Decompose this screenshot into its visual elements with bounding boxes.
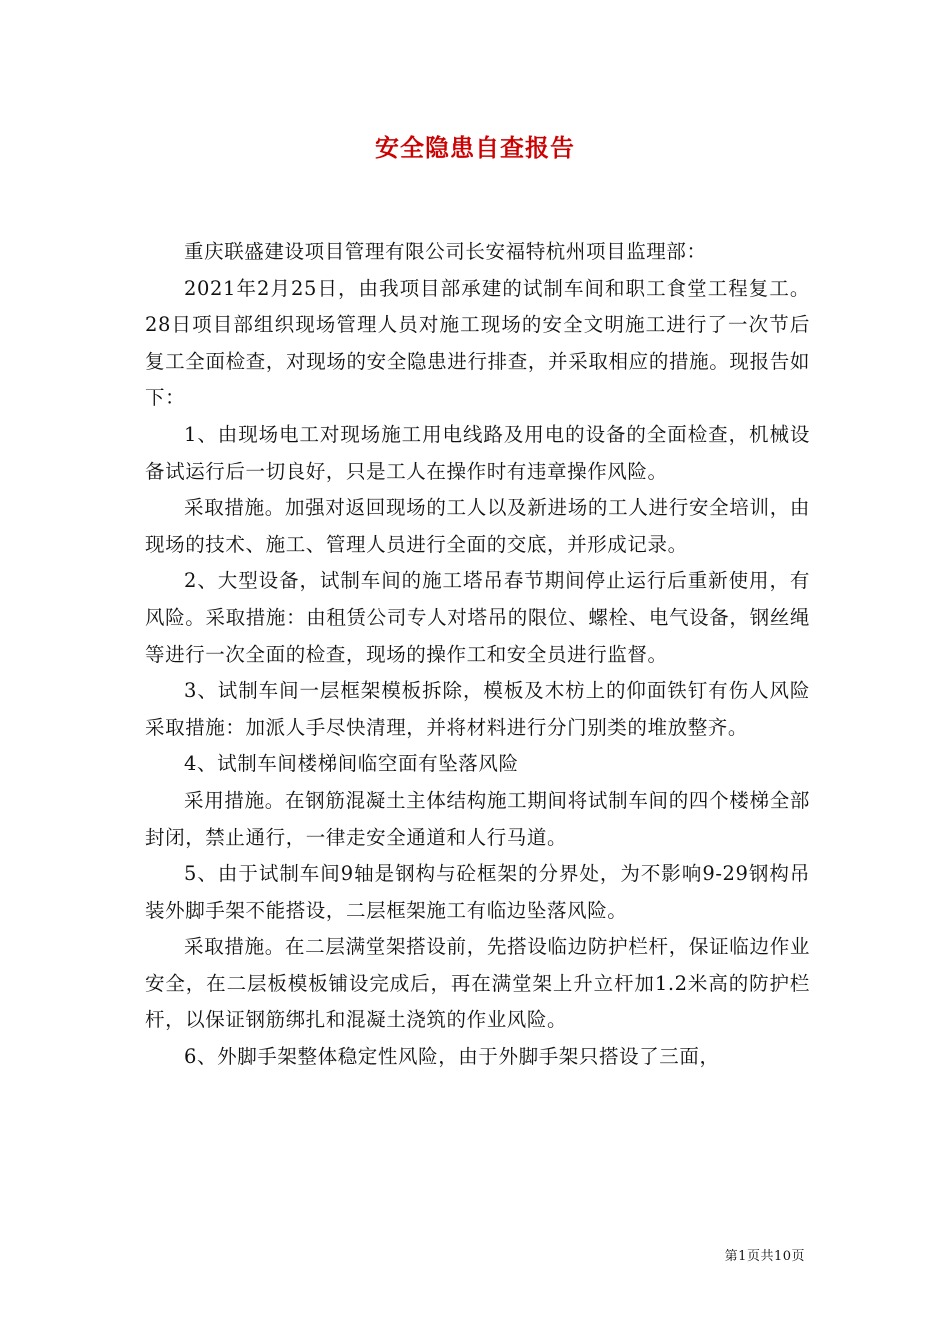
page-title: 安全隐患自查报告	[375, 133, 575, 162]
paragraph-measure-5: 采取措施。在二层满堂架搭设前，先搭设临边防护栏杆，保证临边作业安全，在二层板模板铺设完成后，再在满堂架上升立杆加1.2米高的防护栏杆，以保证钢筋绑扎和混凝土浇筑的作业风险。	[145, 935, 810, 1032]
paragraph-item-1: 1、由现场电工对现场施工用电线路及用电的设备的全面检查，机械设备试运行后一切良好，只是工人在操作时有违章操作风险。	[145, 422, 810, 483]
paragraph-item-3: 3、试制车间一层框架模板拆除，模板及木枋上的仰面铁钉有伤人风险采取措施：加派人手尽快清理，并将材料进行分门别类的堆放整齐。	[145, 679, 810, 739]
paragraph-intro: 2021年2月25日，由我项目部承建的试制车间和职工食堂工程复工。28日项目部组织现场管理人员对施工现场的安全文明施工进行了一次节后复工全面检查，对现场的安全隐患进行排查，并采取相应的措施。现报告如下：	[145, 276, 810, 410]
paragraph-item-2: 2、大型设备，试制车间的施工塔吊春节期间停止运行后重新使用，有风险。采取措施：由租赁公司专人对塔吊的限位、螺栓、电气设备，钢丝绳等进行一次全面的检查，现场的操作工和安全员进行监督。	[145, 569, 810, 666]
document-body	[145, 234, 810, 1076]
paragraph-item-6: 6、外脚手架整体稳定性风险，由于外脚手架只搭设了三面，	[184, 1045, 720, 1069]
page-number-footer: 第1页共10页	[724, 1249, 805, 1264]
paragraph-item-4: 4、试制车间楼梯间临空面有坠落风险	[184, 752, 519, 776]
salutation: 重庆联盛建设项目管理有限公司长安福特杭州项目监理部：	[184, 240, 707, 263]
paragraph-measure-4: 采用措施。在钢筋混凝土主体结构施工期间将试制车间的四个楼梯全部封闭，禁止通行，一律走安全通道和人行马道。	[145, 788, 810, 849]
paragraph-measure-1: 采取措施。加强对返回现场的工人以及新进场的工人进行安全培训，由现场的技术、施工、管理人员进行全面的交底，并形成记录。	[145, 496, 810, 556]
paragraph-item-5: 5、由于试制车间9轴是钢构与砼框架的分界处，为不影响9-29钢构吊装外脚手架不能搭设，二层框架施工有临边坠落风险。	[145, 862, 810, 922]
